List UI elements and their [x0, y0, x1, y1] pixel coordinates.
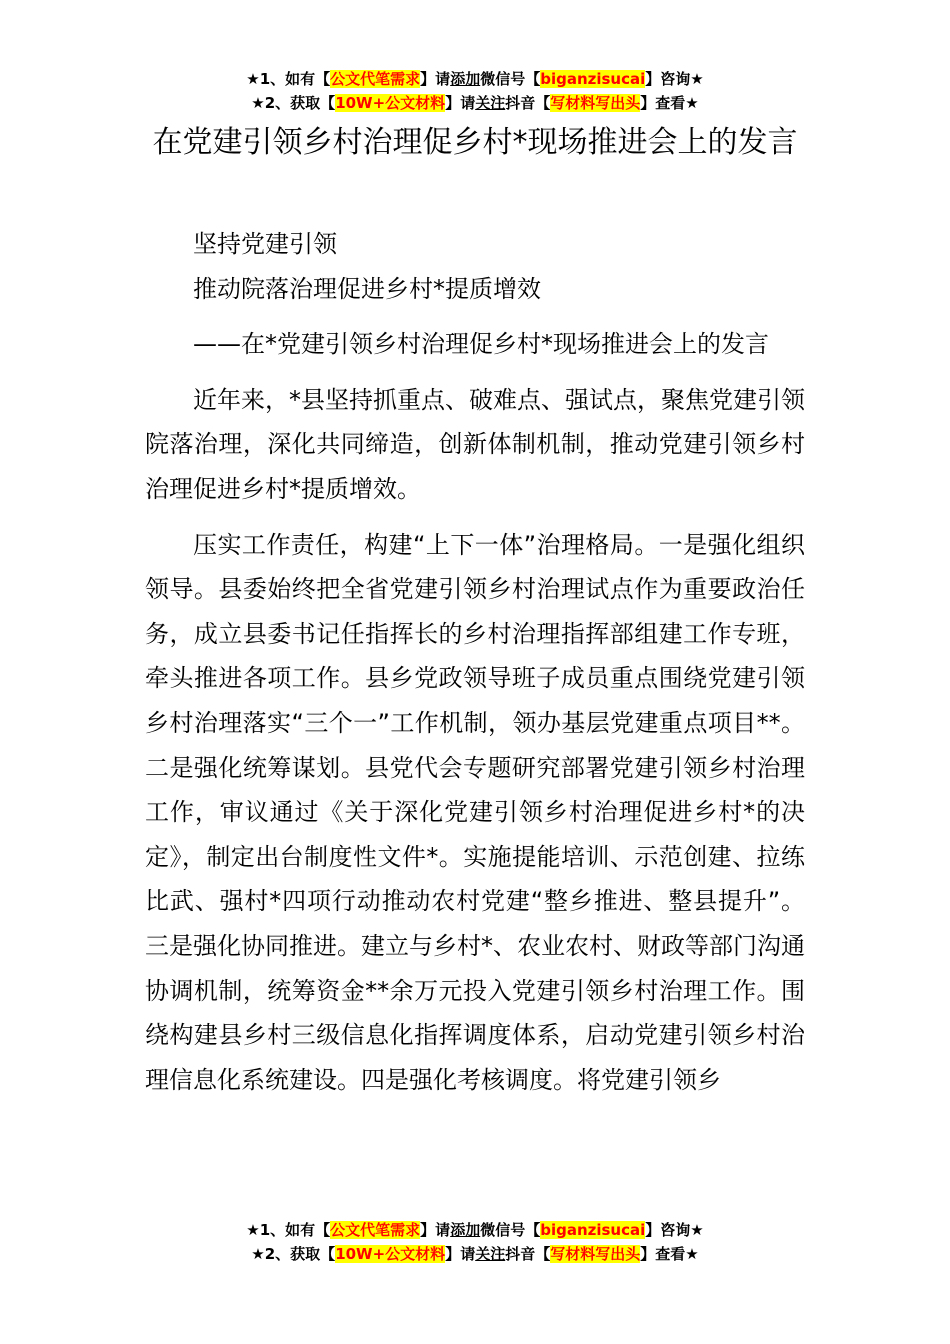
highlight-wechat-id: biganzisucai: [540, 1221, 646, 1239]
promo-line-2: ★2、获取【10W+公文材料】请关注抖音【写材料写出头】查看★: [251, 94, 699, 112]
byline: ——在*党建引领乡村治理促乡村*现场推进会上的发言: [193, 330, 769, 359]
document-title: 在党建引领乡村治理促乡村*现场推进会上的发言: [152, 125, 798, 160]
highlight-service: 公文代笔需求: [330, 1221, 421, 1239]
paragraph-intro: 近年来，*县坚持抓重点、破难点、强试点，聚焦党建引领院落治理，深化共同缔造，创新体制机制，推动党建引领乡村治理促进乡村*提质增效。: [145, 385, 805, 503]
promo-line-2: ★2、获取【10W+公文材料】请关注抖音【写材料写出头】查看★: [251, 1245, 699, 1263]
highlight-wechat-id: biganzisucai: [540, 70, 646, 88]
paragraph-responsibility: 压实工作责任，构建“上下一体”治理格局。一是强化组织领导。县委始终把全省党建引领乡村治理试点作为重要政治任务，成立县委书记任指挥长的乡村治理指挥部组建工作专班，牵头推进各项工作。县乡党政领导班子成员重点围绕党建引领乡村治理落实“三个一”工作机制，领办基层党建重点项目**。二是强化统筹谋划。县党代会专题研究部署党建引领乡村治理工作，审议通过《关于深化党建引领乡村治理促进乡村*的决定》，制定出台制度性文件*。实施提能培训、示范创建、拉练比武、强村*四项行动推动农村党建“整乡推进、整县提升”。三是强化协同推进。建立与乡村*、农业农村、财政等部门沟通协调机制，统筹资金**余万元投入党建引领乡村治理工作。围绕构建县乡村三级信息化指挥调度体系，启动党建引领乡村治理信息化系统建设。四是强化考核调度。将党建引领乡: [145, 530, 805, 1094]
promo-line-1: ★1、如有【公文代笔需求】请添加微信号【biganzisucai】咨询★: [246, 70, 704, 88]
subtitle-1: 坚持党建引领: [193, 230, 337, 258]
subtitle-2: 推动院落治理促进乡村*提质增效: [193, 274, 541, 303]
promo-banner-top: [0, 67, 950, 115]
document-body: [145, 222, 805, 1113]
promo-banner-bottom: [0, 1218, 950, 1266]
highlight-service: 公文代笔需求: [330, 70, 421, 88]
highlight-materials: 10W+公文材料: [335, 94, 446, 112]
highlight-douyin-account: 写材料写出头: [550, 1245, 641, 1263]
promo-line-1: ★1、如有【公文代笔需求】请添加微信号【biganzisucai】咨询★: [246, 1221, 704, 1239]
highlight-douyin-account: 写材料写出头: [550, 94, 641, 112]
highlight-materials: 10W+公文材料: [335, 1245, 446, 1263]
